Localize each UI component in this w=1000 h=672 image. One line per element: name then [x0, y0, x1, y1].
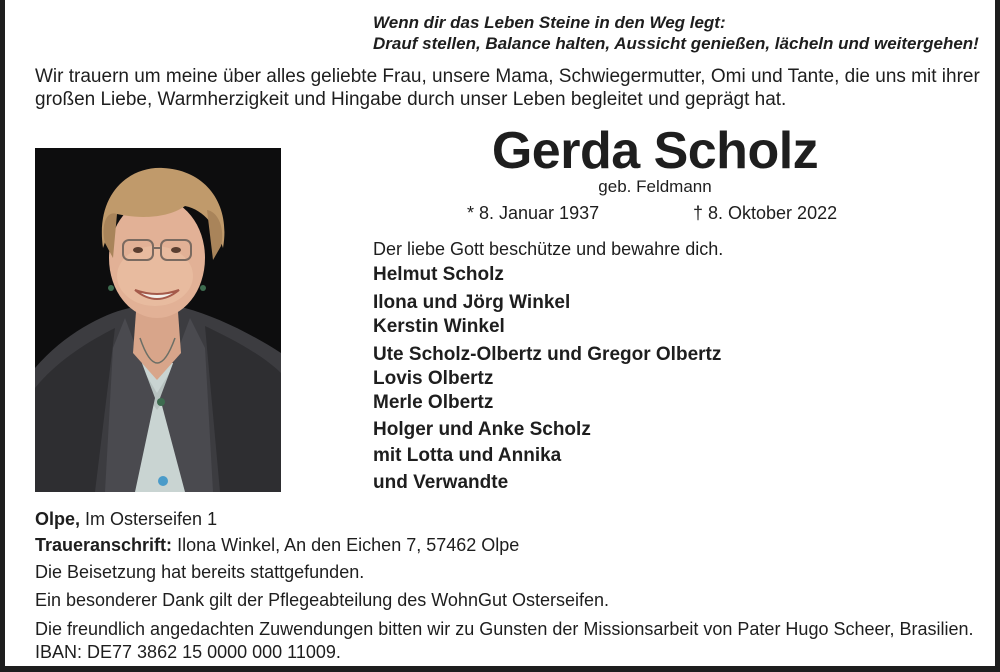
motto-quote [373, 12, 993, 54]
mourning-address-label: Traueranschrift: [35, 535, 173, 555]
mourner-name: Ute Scholz-Olbertz und Gregor Olbertz [373, 344, 722, 365]
mourner-name: Lovis Olbertz [373, 368, 494, 389]
portrait-illustration [35, 148, 281, 492]
motto-line-1: Wenn dir das Leben Steine in den Weg legt: [373, 13, 726, 32]
place-address: Im Osterseifen 1 [85, 509, 218, 529]
donations-note: Die freundlich angedachten Zuwendungen bitten wir zu Gunsten der Missionsarbeit von Pater Hugo Scheer, Brasilien. IBAN: DE77 3862 15 0000 000 11009. [35, 619, 974, 662]
mourning-address: Ilona Winkel, An den Eichen 7, 57462 Olpe [177, 535, 520, 555]
mourner-name: Merle Olbertz [373, 392, 494, 413]
burial-note: Die Beisetzung hat bereits stattgefunden. [35, 562, 365, 582]
mourner-name: Kerstin Winkel [373, 316, 505, 337]
place-line [35, 508, 217, 530]
mourner-name: Helmut Scholz [373, 264, 504, 285]
mourner-name: und Verwandte [373, 472, 509, 493]
motto-line-2: Drauf stellen, Balance halten, Aussicht genießen, lächeln und weitergehen! [373, 34, 979, 53]
portrait-photo [35, 148, 281, 492]
thanks-note: Ein besonderer Dank gilt der Pflegeabteilung des WohnGut Osterseifen. [35, 590, 610, 610]
deceased-name: Gerda Scholz [491, 122, 819, 180]
mourner-name: Ilona und Jörg Winkel [373, 292, 571, 313]
blessing-text: Der liebe Gott beschütze und bewahre dich. [373, 239, 724, 259]
intro-text: Wir trauern um meine über alles geliebte Frau, unsere Mama, Schwiegermutter, Omi und Tante, die uns mit ihrer großen Liebe, Warmherzigkeit und Hingabe durch unser Leben begleitet und geprägt hat. [35, 66, 980, 110]
birth-date: * 8. Januar 1937 [467, 203, 600, 223]
mourner-name: mit Lotta und Annika [373, 445, 562, 466]
mourning-address-line [35, 534, 519, 556]
mourner-name: Holger und Anke Scholz [373, 419, 591, 440]
birth-name: geb. Feldmann [598, 177, 712, 196]
place-label: Olpe, [35, 509, 81, 529]
death-date: † 8. Oktober 2022 [693, 203, 838, 223]
